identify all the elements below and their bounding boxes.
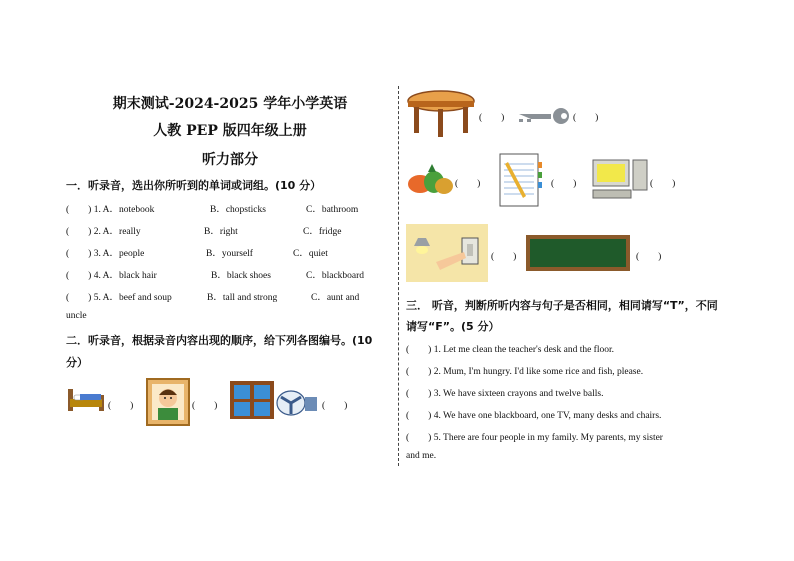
wrapped-text: uncle [66,311,87,321]
list-item: ( ) 1. A．notebook B．chopsticks C．bathroom [66,205,359,215]
answer-paren[interactable]: ( ) [108,401,134,411]
vegetables-icon [406,160,454,196]
answer-paren[interactable]: ( ) [551,179,577,189]
list-item: ( ) 3. A．people B．yourself C．quiet [66,249,328,259]
light-switch-icon [406,224,488,282]
bed-icon [66,383,106,415]
fan-icon [275,389,319,417]
key-icon [517,106,571,126]
wrapped-text: and me. [406,451,437,461]
list-item: ( ) 1. Let me clean the teacher's desk and the floor. [406,345,614,355]
answer-paren[interactable]: ( ) [636,252,662,262]
answer-paren[interactable]: ( ) [491,252,517,262]
list-item: ( ) 3. We have sixteen crayons and twelve balls. [406,389,604,399]
window-icon [229,380,275,420]
list-item: ( ) 2. Mum, I'm hungry. I'd like some rice and fish, please. [406,367,644,377]
answer-paren[interactable]: ( ) [479,113,505,123]
list-item: ( ) 4. We have one blackboard, one TV, many desks and chairs. [406,411,662,421]
section1-heading: 一．听录音，选出你所听到的单词或词组。(10 分） [66,179,322,192]
answer-paren[interactable]: ( ) [192,401,218,411]
answer-paren[interactable]: ( ) [455,179,481,189]
section3-heading-cont: 请写“F”。(5 分） [406,320,500,333]
section2-heading: 二．听录音，根据录音内容出现的顺序，给下列各图编号。(10 [66,334,373,347]
list-item: ( ) 5. There are four people in my family. My parents, my sister [406,433,663,443]
column-divider [398,86,399,466]
list-item: ( ) 2. A．really B．right C．fridge [66,227,342,237]
section-title: 听力部分 [202,152,258,168]
answer-paren[interactable]: ( ) [322,401,348,411]
exam-subtitle: 人教 PEP 版四年级上册 [153,123,307,139]
answer-paren[interactable]: ( ) [573,113,599,123]
computer-icon [591,158,649,200]
table-icon [406,89,476,139]
list-item: ( ) 5. A．beef and soup B．tall and strong C．aunt and [66,293,360,303]
section3-heading: 三． 听音，判断所听内容与句子是否相同，相同请写“T”，不同 [406,299,718,312]
blackboard-icon [526,235,630,271]
exam-title: 期末测试-2024-2025 学年小学英语 [112,96,348,112]
notebook-icon [496,152,544,208]
boy-portrait-icon [146,378,190,426]
list-item: ( ) 4. A．black hair B．black shoes C．blackboard [66,271,365,281]
answer-paren[interactable]: ( ) [650,179,676,189]
section2-heading-cont: 分） [66,356,88,369]
